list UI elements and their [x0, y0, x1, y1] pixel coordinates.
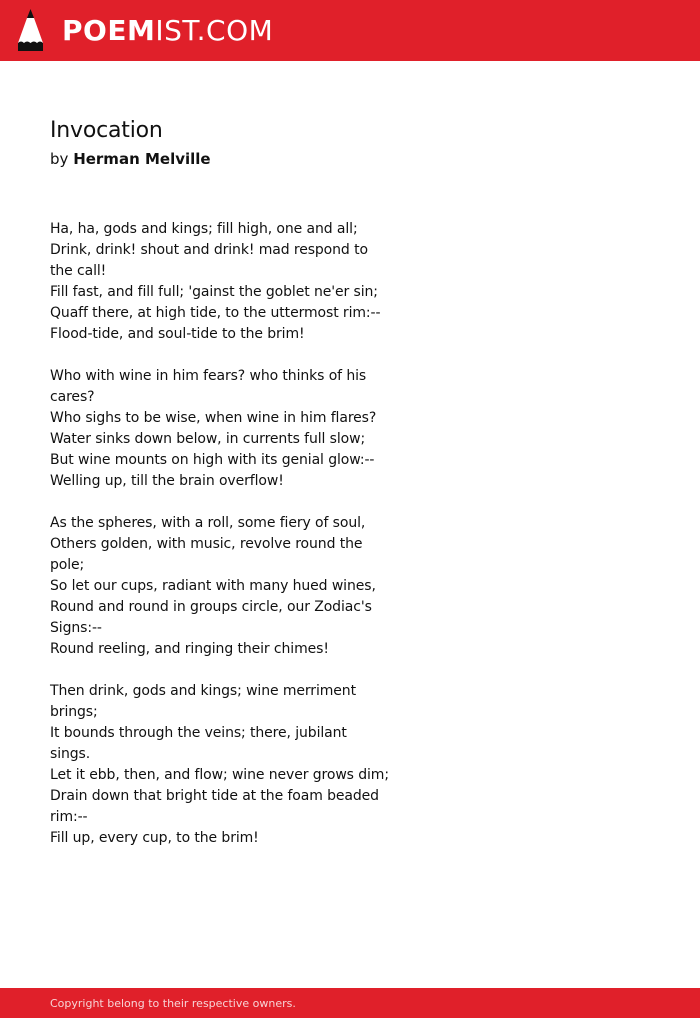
- poem-body: Ha, ha, gods and kings; fill high, one and all; Drink, drink! shout and drink! mad respond to the call! Fill fast, and fill full; 'gainst the goblet ne'er sin; Quaff there, at high tide, to the uttermost rim:-- Flood-tide, and soul-tide to the brim! Who with wine in him fears? who thinks of his cares? Who sighs to be wise, when wine in him flares? Water sinks down below, in currents full slow; But wine mounts on high with its genial glow:-- Welling up, till the brain overflow! As the spheres, with a roll, some fiery of soul, Others golden, with music, revolve round the pole; So let our cups, radiant with many hued wines, Round and round in groups circle, our Zodiac's Signs:-- Round reeling, and ringing their chimes! Then drink, gods and kings; wine merriment brings; It bounds through the veins; there, jubilant sings. Let it ebb, then, and flow; wine never grows dim; Drain down that bright tide at the foam beaded rim:-- Fill up, every cup, to the brim!: [50, 221, 389, 846]
- logo-text-bold: POEM: [62, 14, 156, 47]
- pencil-icon[interactable]: [17, 9, 44, 51]
- site-logo[interactable]: [62, 12, 273, 50]
- site-header: [0, 0, 700, 61]
- copyright-text: Copyright belong to their respective owners.: [50, 997, 296, 1010]
- by-label: by: [50, 150, 69, 168]
- site-footer: [0, 988, 700, 1018]
- poem-content: [50, 115, 390, 849]
- byline: [50, 148, 390, 170]
- poem-title: Invocation: [50, 118, 163, 143]
- author-name: Herman Melville: [73, 150, 211, 168]
- logo-text-light: IST.COM: [155, 14, 274, 47]
